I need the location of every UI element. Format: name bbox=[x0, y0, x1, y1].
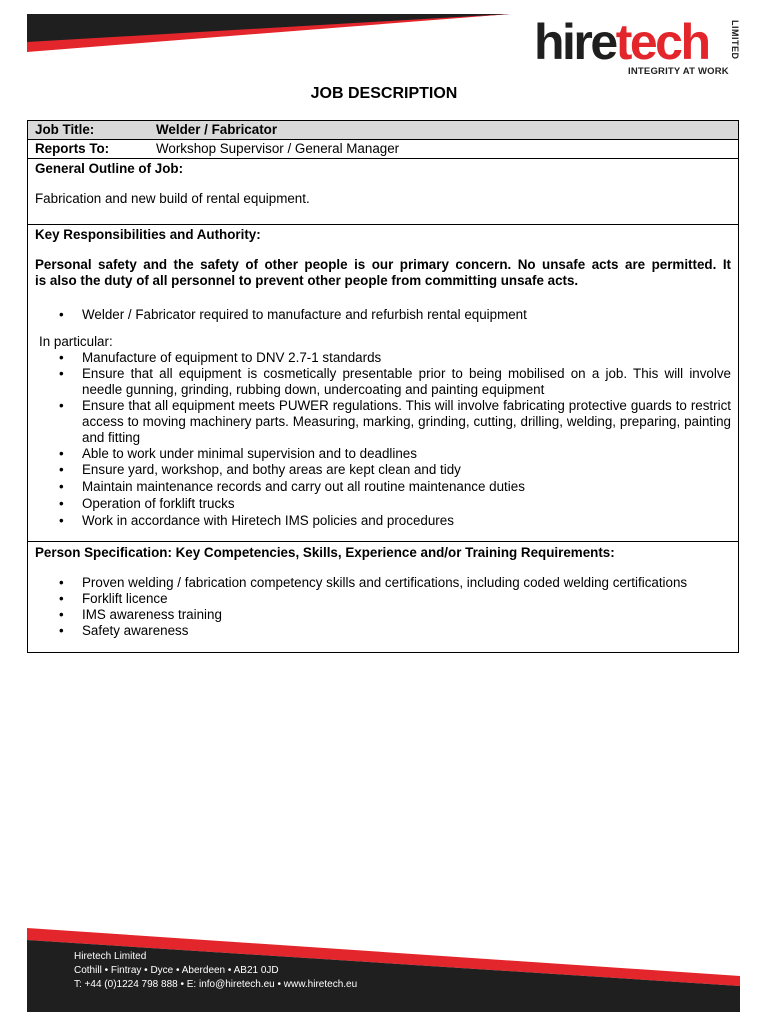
page-title: JOB DESCRIPTION bbox=[310, 85, 458, 102]
key-responsibilities-section bbox=[28, 225, 738, 542]
list-item: • IMS awareness training bbox=[82, 607, 731, 623]
list-item: • Forklift licence bbox=[82, 591, 731, 607]
job-description-table bbox=[27, 120, 739, 653]
list-item: • Manufacture of equipment to DNV 2.7-1 standards bbox=[82, 350, 731, 366]
in-particular-label: In particular: bbox=[39, 334, 113, 349]
logo-word-part1: hire bbox=[534, 14, 616, 70]
list-item: • Maintain maintenance records and carry out all routine maintenance duties bbox=[82, 479, 731, 495]
reports-to-row bbox=[28, 140, 738, 159]
safety-statement-line-2: is also the duty of all personnel to prevent other people from committing unsafe acts. bbox=[35, 273, 579, 288]
hiretech-logo bbox=[534, 14, 744, 78]
logo-tagline: INTEGRITY AT WORK bbox=[628, 66, 729, 77]
footer-banner bbox=[27, 928, 740, 1012]
list-item: • Welder / Fabricator required to manufacture and refurbish rental equipment bbox=[82, 307, 731, 323]
list-item: • Operation of forklift trucks bbox=[82, 496, 731, 512]
general-outline-section bbox=[28, 159, 738, 225]
job-title-row bbox=[28, 121, 738, 140]
footer-company: Hiretech Limited bbox=[74, 951, 147, 962]
logo-limited: LIMITED bbox=[730, 20, 740, 60]
key-responsibilities-heading: Key Responsibilities and Authority: bbox=[35, 227, 261, 242]
list-item: • Work in accordance with Hiretech IMS policies and procedures bbox=[82, 513, 731, 529]
safety-statement-line-1: Personal safety and the safety of other people is our primary concern. No unsafe acts are permitted. It bbox=[35, 257, 731, 272]
general-outline-text: Fabrication and new build of rental equipment. bbox=[35, 191, 310, 206]
responsibility-list bbox=[35, 350, 731, 529]
list-item: • Ensure yard, workshop, and bothy areas are kept clean and tidy bbox=[82, 462, 731, 478]
list-item: • Safety awareness bbox=[82, 623, 731, 639]
list-item: • Able to work under minimal supervision and to deadlines bbox=[82, 446, 731, 462]
logo-wordmark bbox=[534, 12, 709, 72]
list-item: • Ensure that all equipment meets PUWER regulations. This will involve fabricating protective guards to restrict access to moving machinery parts. Measuring, marking, grinding, cutting, drilling, welding, preparing, painting and fitting bbox=[82, 398, 731, 446]
footer-address: Cothill • Fintray • Dyce • Aberdeen • AB21 0JD bbox=[74, 965, 279, 976]
main-responsibility-list bbox=[35, 307, 731, 323]
general-outline-heading: General Outline of Job: bbox=[35, 161, 184, 176]
person-specification-list bbox=[35, 575, 731, 639]
person-specification-heading: Person Specification: Key Competencies, Skills, Experience and/or Training Requirements: bbox=[35, 545, 615, 560]
job-title-value: Welder / Fabricator bbox=[156, 122, 278, 137]
list-item: • Proven welding / fabrication competency skills and certifications, including coded welding certifications bbox=[82, 575, 731, 591]
logo-word-part2: tech bbox=[615, 14, 709, 70]
footer-contact: T: +44 (0)1224 798 888 • E: info@hiretech.eu • www.hiretech.eu bbox=[74, 979, 358, 990]
reports-to-value: Workshop Supervisor / General Manager bbox=[156, 141, 400, 156]
list-item: • Ensure that all equipment is cosmetically presentable prior to being mobilised on a job. This will involve needle gunning, grinding, rubbing down, undercoating and painting equipment bbox=[82, 366, 731, 398]
person-specification-section bbox=[28, 542, 738, 652]
job-title-label: Job Title: bbox=[35, 122, 95, 137]
reports-to-label: Reports To: bbox=[35, 141, 110, 156]
